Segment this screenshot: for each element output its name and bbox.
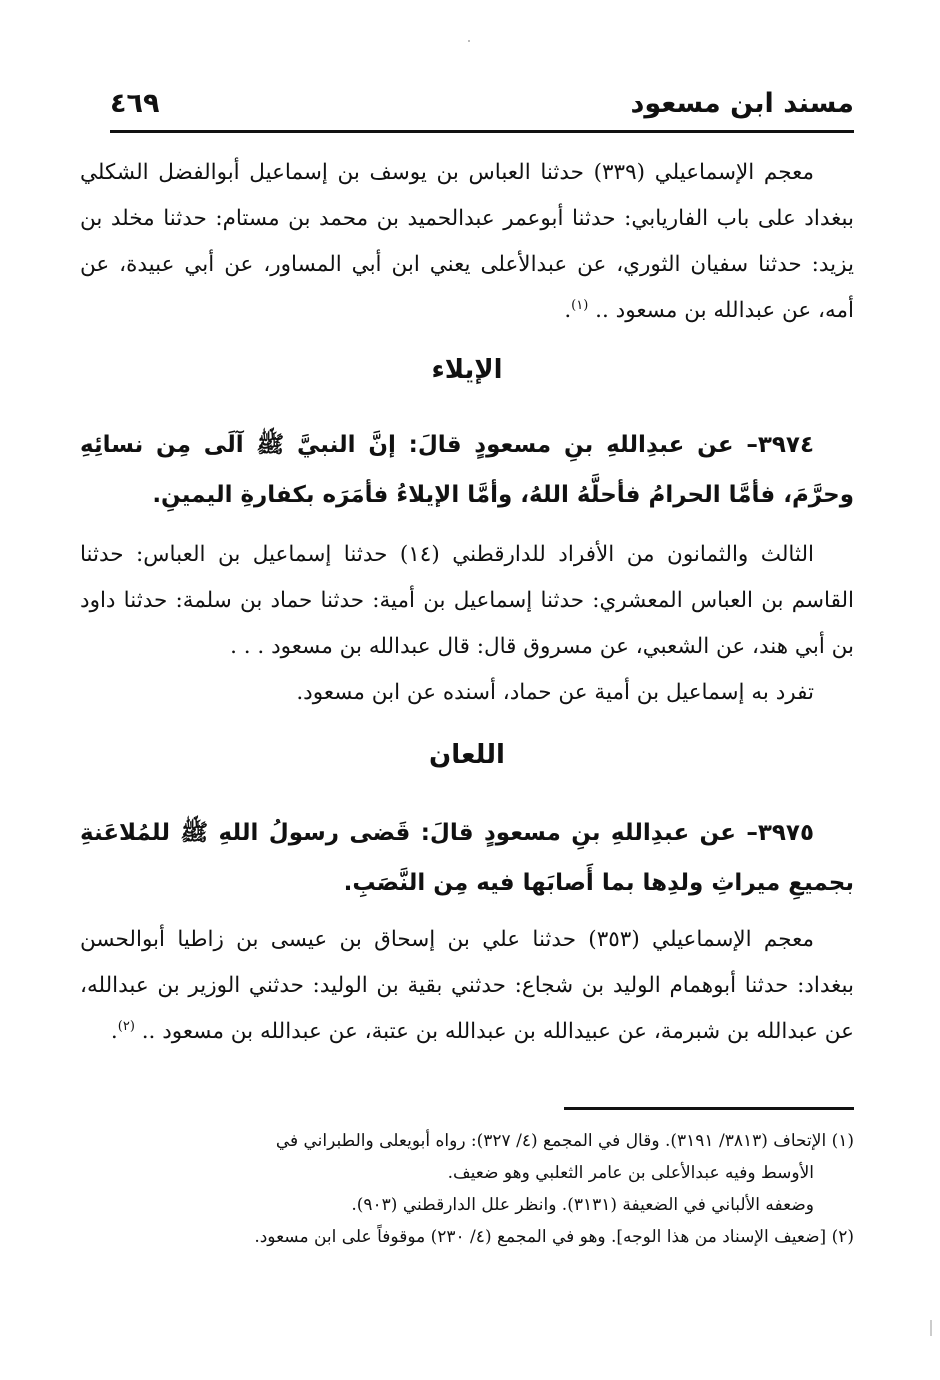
source-note-tafarrud: تفرد به إسماعيل بن أمية عن حماد، أسنده عن ابن مسعود. — [296, 680, 814, 705]
running-title: مسند ابن مسعود — [630, 88, 854, 119]
source-citation-paragraph-2: معجم الإسماعيلي (٣٥٣) حدثنا علي بن إسحاق بن عيسى بن زاطيا أبوالحسن ببغداد: حدثنا أبوهمام الوليد بن شجاع: حدثني بقية بن الوليد: حدثني الوزير بن عبدالله، عن عبدالله بن شبرمة، عن عبيدالله بن عبدالله بن عتبة، عن عبدالله بن مسعود .. $^{(٢)}$. — [80, 927, 854, 1044]
page-header — [110, 88, 854, 133]
page-number: ٤٦٩ — [110, 88, 160, 119]
footnotes — [80, 1125, 854, 1253]
source-citation-text-2: معجم الإسماعيلي (٣٥٣) حدثنا علي بن إسحاق بن عيسى بن زاطيا أبوالحسن ببغداد: حدثنا أبوهمام الوليد بن شجاع: حدثني بقية بن الوليد: حدثني الوزير بن عبدالله، عن عبدالله بن شبرمة، عن عبيدالله بن عبدالله بن عتبة، عن عبدالله بن مسعود .. — [80, 927, 854, 1044]
scan-edge-mark — [930, 1320, 932, 1336]
hadith-3975: ٣٩٧٥– عن عبدِاللهِ بنِ مسعودٍ قالَ: قَضى رسولُ اللهِ ﷺ للمُلاعَنةِ بجميعِ ميراثِ ولدِها بما أَصابَها فيه مِن النَّصَبِ. — [80, 820, 854, 896]
source-citation-text: معجم الإسماعيلي (٣٣٩) حدثنا العباس بن يوسف بن إسماعيل أبوالفضل الشكلي ببغداد على باب الفاريابي: حدثنا أبوعمر عبدالحميد بن محمد بن مستام: حدثنا مخلد بن يزيد: حدثنا سفيان الثوري، عن عبدالأعلى يعني ابن أبي المساور، عن أبي عبيدة، عن أمه، عن عبدالله بن مسعود .. — [80, 160, 854, 323]
section-heading-liaan: اللعان — [429, 740, 505, 770]
footnote-ref-1: (١) — [571, 297, 589, 313]
footnote-ref-2: (٢) — [117, 1018, 135, 1034]
footnote-separator — [564, 1107, 854, 1110]
footnote-1 — [80, 1125, 854, 1189]
footnote-1-line-1: (١) الإتحاف (٣٨١٣/ ٣١٩١). وقال في المجمع (٤/ ٣٢٧): رواه أبويعلى والطبراني في — [275, 1131, 854, 1151]
hadith-3974: ٣٩٧٤– عن عبدِاللهِ بنِ مسعودٍ قالَ: إنَّ النبيَّ ﷺ آلَى مِن نسائِهِ وحرَّمَ، فأمَّا الحرامُ فأحلَّهُ اللهُ، وأمَّا الإيلاءُ فأمَرَه بكفارةِ اليمينِ. — [80, 432, 854, 508]
footnote-2: (٢) [ضعيف الإسناد من هذا الوجه]. وهو في المجمع (٤/ ٢٣٠) موقوفاً على ابن مسعود. — [254, 1227, 854, 1247]
source-paragraph-afrad: الثالث والثمانون من الأفراد للدارقطني (١٤) حدثنا إسماعيل بن العباس: حدثنا القاسم بن العباس المعشري: حدثنا إسماعيل بن أمية: حدثنا حماد بن سلمة: حدثنا داود بن أبي هند، عن الشعبي، عن مسروق قال: قال عبدالله بن مسعود . . . — [80, 542, 854, 659]
section-heading-ila: الإيلاء — [431, 355, 503, 385]
footnote-1-line-3: وضعفه الألباني في الضعيفة (٣١٣١). وانظر علل الدارقطني (٩٠٣). — [351, 1195, 814, 1215]
scan-speck — [468, 40, 470, 42]
source-citation-paragraph: معجم الإسماعيلي (٣٣٩) حدثنا العباس بن يوسف بن إسماعيل أبوالفضل الشكلي ببغداد على باب الفاريابي: حدثنا أبوعمر عبدالحميد بن محمد بن مستام: حدثنا مخلد بن يزيد: حدثنا سفيان الثوري، عن عبدالأعلى يعني ابن أبي المساور، عن أبي عبيدة، عن أمه، عن عبدالله بن مسعود .. $^{(١)}$. — [80, 160, 854, 323]
footnote-1-line-2: الأوسط وفيه عبدالأعلى بن عامر الثعلبي وهو ضعيف. — [447, 1163, 814, 1183]
